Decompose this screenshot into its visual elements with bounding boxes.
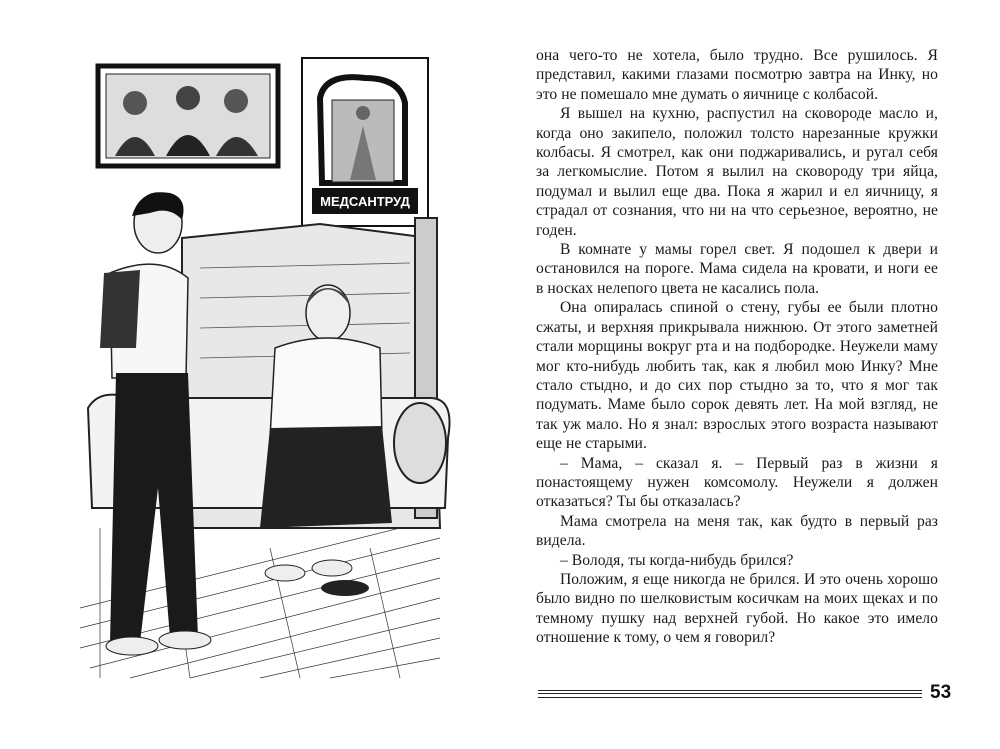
illustration xyxy=(70,48,460,688)
poster-title: МЕДСАНТРУД xyxy=(320,194,410,209)
footer-rule xyxy=(538,690,922,694)
paragraph: В комнате у мамы горел свет. Я подошел к двери и остановился на пороге. Мама сидела на кровати, и ноги ее в носках нелепого цвета не касались пола. xyxy=(536,241,938,297)
page-text xyxy=(536,46,938,648)
page-number: 53 xyxy=(930,682,952,703)
paragraph: она чего-то не хотела, было трудно. Все рушилось. Я представил, какими глазами посмотрю завтра на Инку, но это не помешало мне думать о яичнице с колбасой. xyxy=(536,47,938,103)
page-footer xyxy=(538,683,958,707)
paragraph: Она опиралась спиной о стену, губы ее были плотно сжаты, и верхняя прикрывала нижнюю. От этого заметней стали морщины вокруг рта и на подбородке. Неужели маму мог кто-нибудь любить так, как я любил мою Инку? Мне стало стыдно, и до сих пор стыдно за то, что я мог так подумать. Маме было сорок девять лет. На мой взгляд, не так уж мало. Но я знал: взрослых этого возраста называют еще не старыми. xyxy=(536,299,938,453)
paragraph: – Володя, ты когда-нибудь брился? xyxy=(560,551,794,569)
footer-rule-lower xyxy=(538,697,922,698)
paragraph: Я вышел на кухню, распустил на сковороде масло и, когда оно закипело, положил толсто нарезанные кружки колбасы. Я смотрел, как они поджаривались, и ругал себя за легкомыслие. Потом я вылил на сковороду три яйца, подумал и вылил еще два. Пока я жарил и ел яичницу, я страдал от сознания, что ни на что серьезное, вероятно, не годен. xyxy=(536,105,938,239)
paragraph: Мама смотрела на меня так, как будто в первый раз видела. xyxy=(536,512,938,550)
framed-photo xyxy=(98,66,278,166)
paragraph: – Мама, – сказал я. – Первый раз в жизни я понастоящему нужен комсомолу. Неужели я должен отказаться? Ты бы отказалась? xyxy=(536,454,938,511)
paragraph: Положим, я еще никогда не брился. И это очень хорошо было видно по шелковистым косичкам на моих щеках и по темному пушку над верхней губой. Но какое это имело отношение к тому, о чем я говорил? xyxy=(536,570,938,647)
poster xyxy=(302,58,428,226)
